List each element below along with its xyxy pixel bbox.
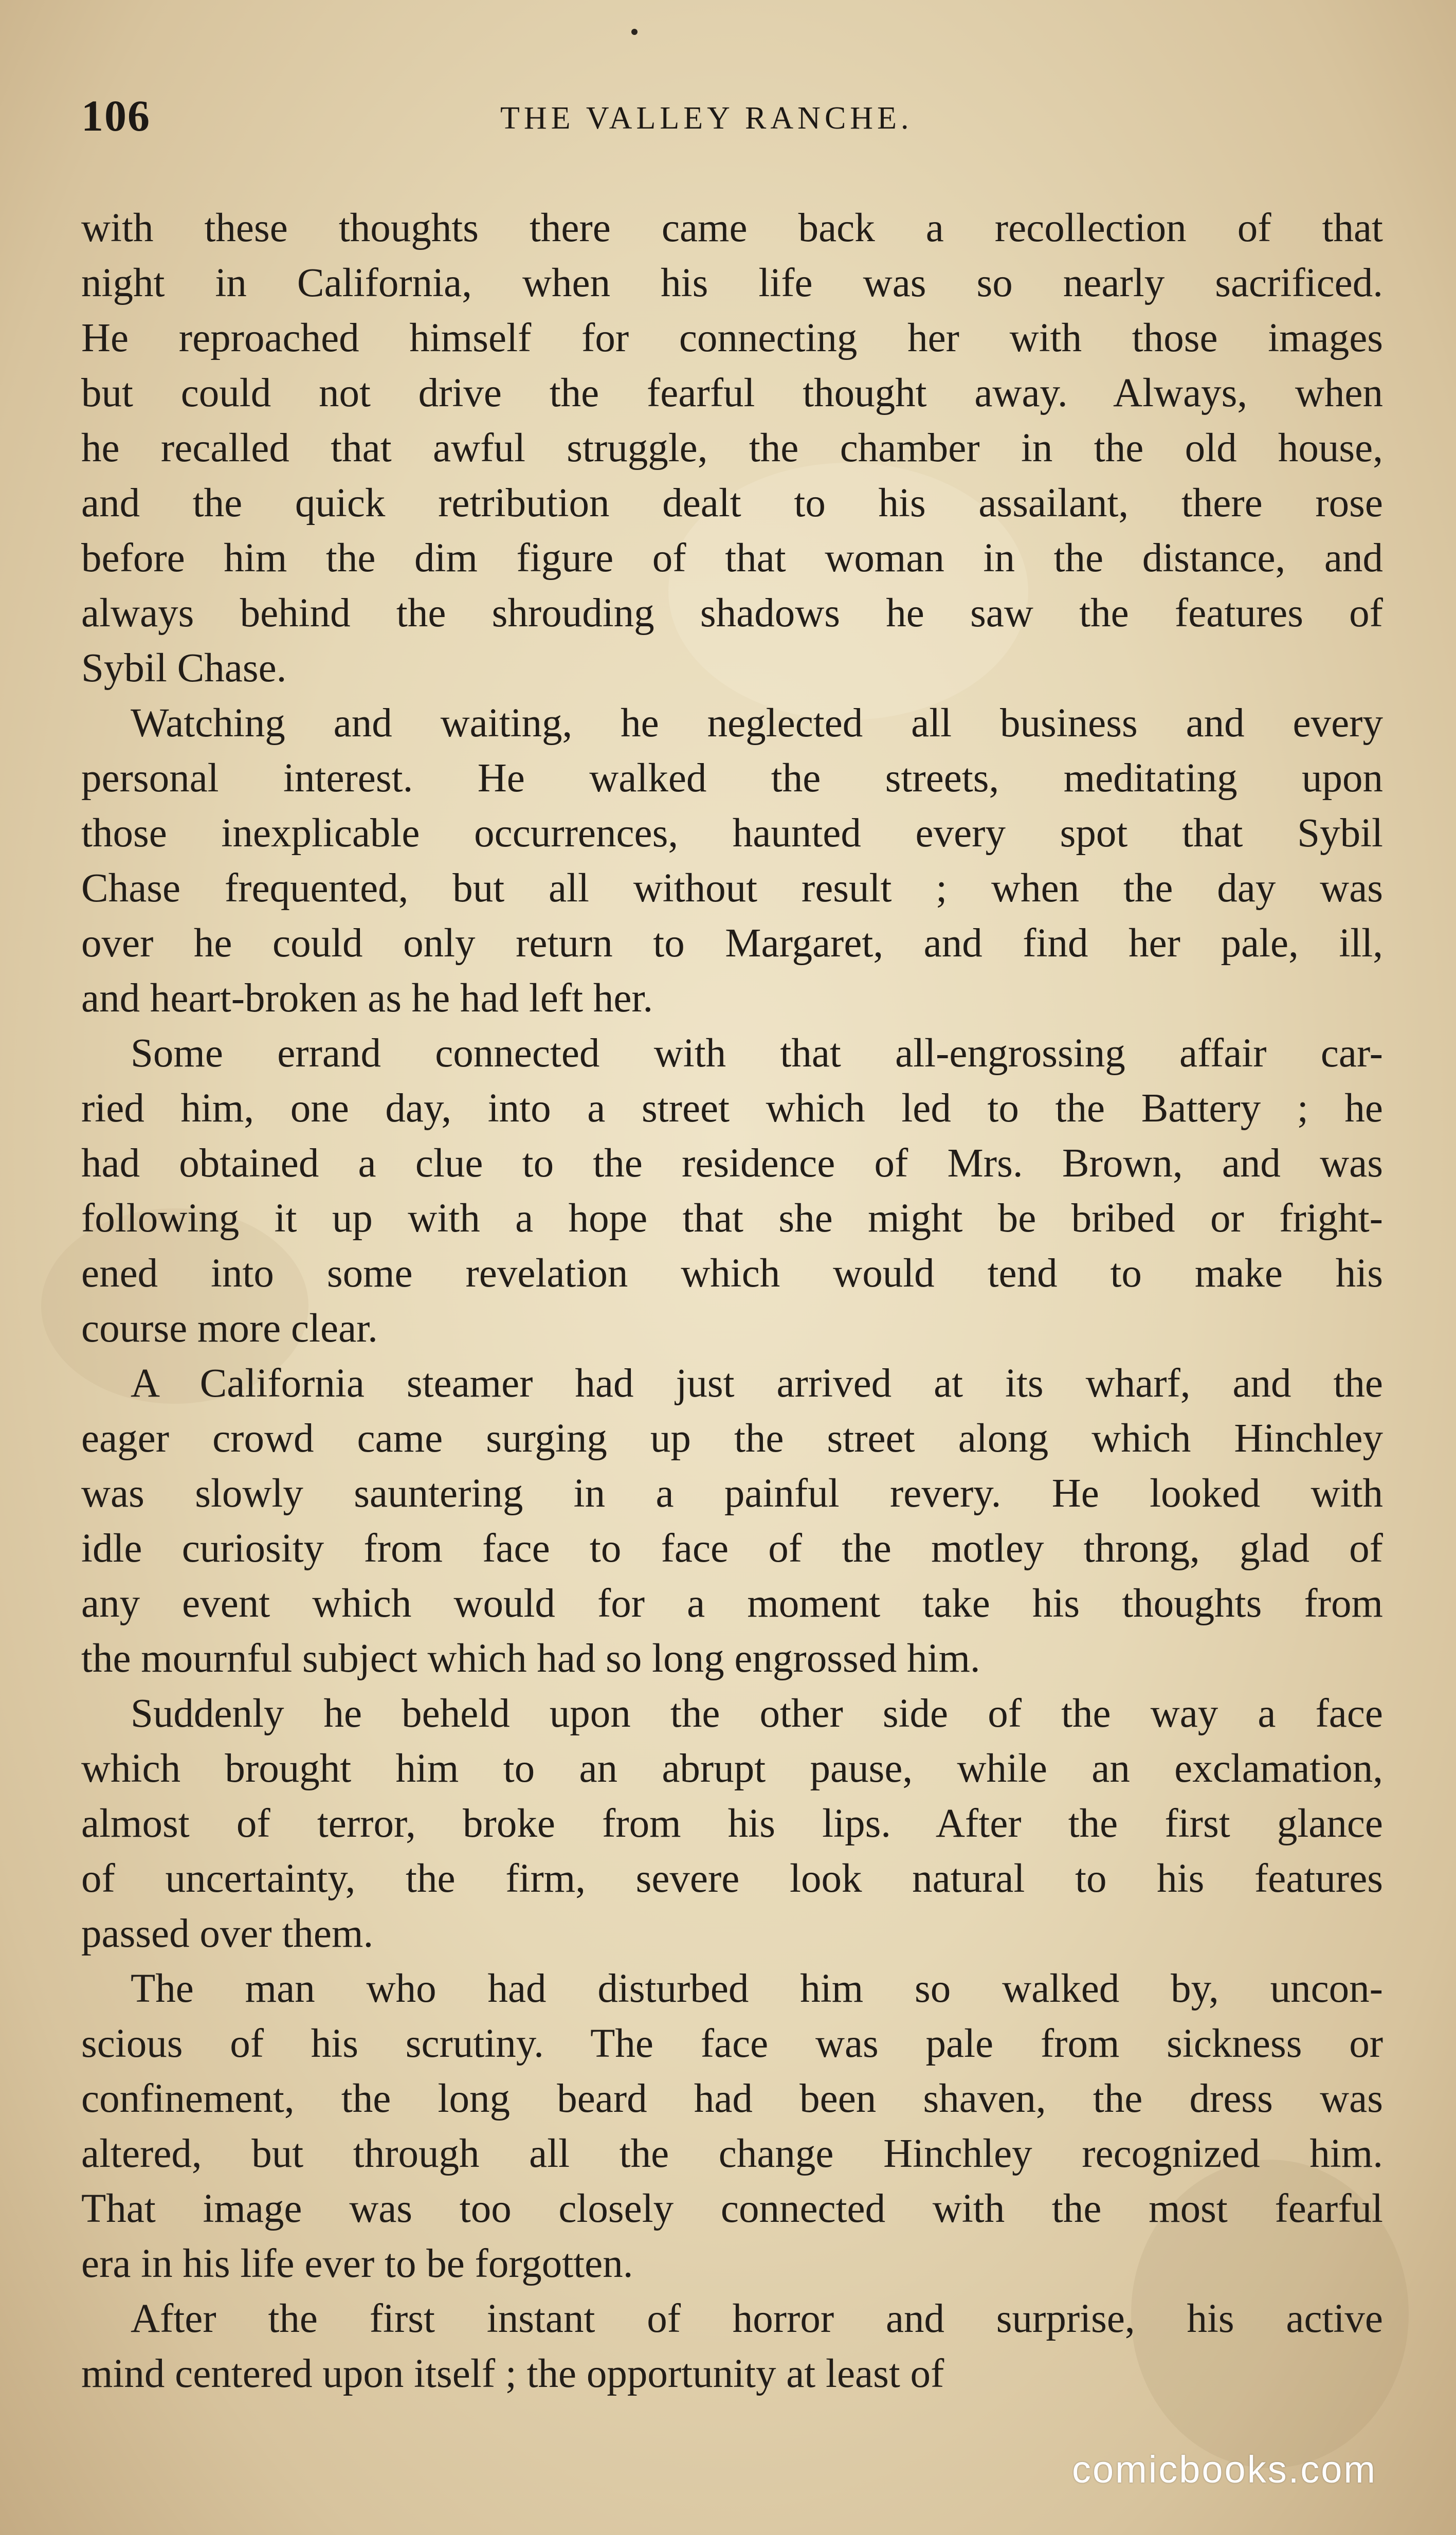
text-line: those inexplicable occurrences, haunted every spot that Sybil xyxy=(81,811,1383,856)
text-line: before him the dim figure of that woman in the distance, and xyxy=(81,536,1383,581)
text-line: ried him, one day, into a street which led to the Battery ; he xyxy=(81,1086,1383,1131)
text-line: After the first instant of horror and surprise, his active xyxy=(131,2296,1383,2341)
text-line: the mournful subject which had so long engrossed him. xyxy=(81,1636,980,1681)
paragraph xyxy=(81,1026,1383,1356)
text-line: That image was too closely connected with the most fearful xyxy=(81,2186,1383,2231)
text-line: following it up with a hope that she might be bribed or fright- xyxy=(81,1196,1383,1241)
text-line: any event which would for a moment take his thoughts from xyxy=(81,1581,1383,1626)
text-line: Some errand connected with that all-engrossing affair car- xyxy=(131,1031,1383,1076)
paragraph xyxy=(81,1961,1383,2291)
text-line: The man who had disturbed him so walked by, uncon- xyxy=(131,1966,1383,2011)
text-line: almost of terror, broke from his lips. After the first glance xyxy=(81,1801,1383,1846)
text-line: over he could only return to Margaret, and find her pale, ill, xyxy=(81,921,1383,966)
text-line: eager crowd came surging up the street along which Hinchley xyxy=(81,1416,1383,1461)
text-line: course more clear. xyxy=(81,1306,378,1351)
text-line: Suddenly he beheld upon the other side of the way a face xyxy=(131,1691,1383,1736)
text-line: Sybil Chase. xyxy=(81,646,287,691)
text-line: with these thoughts there came back a recollection of that xyxy=(81,206,1383,250)
ink-speck xyxy=(631,29,638,35)
text-line: always behind the shrouding shadows he saw the features of xyxy=(81,591,1383,636)
paragraph xyxy=(81,1356,1383,1686)
text-line: but could not drive the fearful thought away. Always, when xyxy=(81,371,1383,415)
paragraph xyxy=(81,201,1383,696)
paragraph xyxy=(81,2291,1383,2401)
text-line: confinement, the long beard had been shaven, the dress was xyxy=(81,2076,1383,2121)
text-line: idle curiosity from face to face of the motley throng, glad of xyxy=(81,1526,1383,1571)
text-line: altered, but through all the change Hinchley recognized him. xyxy=(81,2131,1383,2176)
watermark: comicbooks.com xyxy=(1072,2448,1377,2491)
text-line: was slowly sauntering in a painful revery. He looked with xyxy=(81,1471,1383,1516)
paragraph xyxy=(81,1686,1383,1961)
page-number: 106 xyxy=(81,91,151,140)
text-line: he recalled that awful struggle, the chamber in the old house, xyxy=(81,426,1383,470)
paragraph xyxy=(81,696,1383,1026)
text-line: and heart-broken as he had left her. xyxy=(81,976,653,1021)
text-line: scious of his scrutiny. The face was pale from sickness or xyxy=(81,2021,1383,2066)
text-line: of uncertainty, the firm, severe look natural to his features xyxy=(81,1856,1383,1901)
text-line: ened into some revelation which would tend to make his xyxy=(81,1251,1383,1296)
body-text xyxy=(81,201,1383,2401)
text-line: passed over them. xyxy=(81,1911,374,1956)
text-line: personal interest. He walked the streets, meditating upon xyxy=(81,756,1383,801)
text-line: which brought him to an abrupt pause, while an exclamation, xyxy=(81,1746,1383,1791)
text-line: had obtained a clue to the residence of Mrs. Brown, and was xyxy=(81,1141,1383,1186)
text-line: and the quick retribution dealt to his assailant, there rose xyxy=(81,481,1383,526)
text-line: era in his life ever to be forgotten. xyxy=(81,2241,633,2286)
text-line: A California steamer had just arrived at its wharf, and the xyxy=(131,1361,1383,1406)
book-title: THE VALLEY RANCHE. xyxy=(500,101,913,136)
running-head xyxy=(81,87,1382,144)
text-line: He reproached himself for connecting her with those images xyxy=(81,316,1383,360)
text-line: Chase frequented, but all without result ; when the day was xyxy=(81,866,1383,911)
text-line: night in California, when his life was so nearly sacrificed. xyxy=(81,261,1383,305)
text-line: mind centered upon itself ; the opportunity at least of xyxy=(81,2351,944,2396)
text-line: Watching and waiting, he neglected all business and every xyxy=(131,701,1383,746)
